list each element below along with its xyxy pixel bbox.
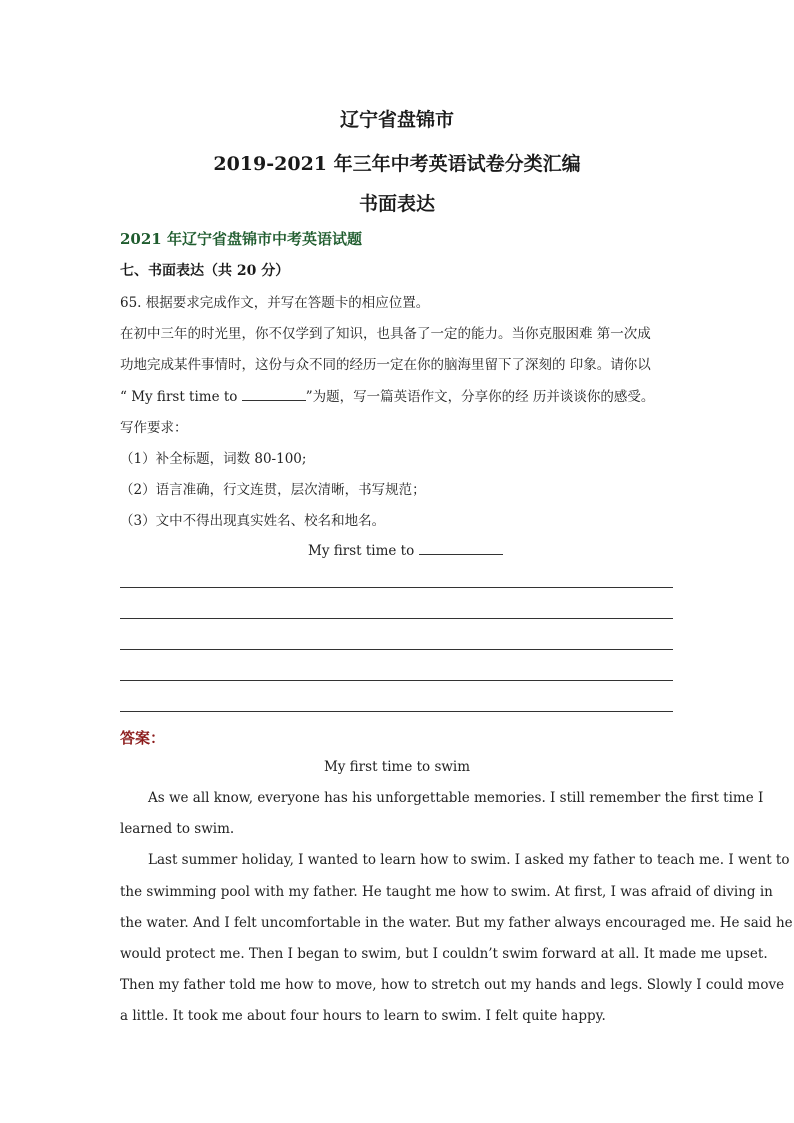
answer-label: 答案： <box>120 729 166 747</box>
writing-line <box>120 649 673 650</box>
answer-line: learned to swim. <box>120 821 235 837</box>
answer-line: the water. And I felt uncomfortable in the water. But my father always encouraged me. He said he <box>120 915 793 931</box>
answer-line: would protect me. Then I began to swim, but I couldn’t swim forward at all. It made me upset. <box>120 946 768 962</box>
writing-line <box>120 711 673 712</box>
answer-line: Last summer holiday, I wanted to learn how to swim. I asked my father to teach me. I went to <box>148 852 790 868</box>
document-title-line3: 书面表达 <box>358 193 435 215</box>
document-title-line2: 2019-2021 年三年中考英语试卷分类汇编 <box>213 153 581 175</box>
section-heading: 2021 年辽宁省盘锦市中考英语试题 <box>120 230 362 248</box>
requirement-item: （1）补全标题，词数 80-100; <box>120 451 307 467</box>
subsection-heading: 七、书面表达（共 20 分） <box>120 263 290 279</box>
essay-title-text: My first time to <box>308 543 415 559</box>
essay-title-blank <box>419 540 503 555</box>
requirements-label: 写作要求： <box>120 420 188 436</box>
writing-line <box>120 680 673 681</box>
answer-line: a little. It took me about four hours to learn to swim. I felt quite happy. <box>120 1008 606 1024</box>
prompt-line3-suffix: ”为题，写一篇英语作文，分享你的经 历并谈谈你的感受。 <box>305 389 655 405</box>
prompt-line3-prefix: “ My first time to <box>120 389 238 405</box>
answer-line: Then my father told me how to move, how to stretch out my hands and legs. Slowly I could move <box>120 977 785 993</box>
question-prompt-line1: 在初中三年的时光里，你不仅学到了知识，也具备了一定的能力。当你克服困难 第一次成 <box>120 326 651 342</box>
essay-title-prompt <box>308 540 503 559</box>
writing-line <box>120 587 673 588</box>
writing-line <box>120 618 673 619</box>
answer-line: the swimming pool with my father. He taught me how to swim. At first, I was afraid of diving in <box>120 884 773 900</box>
document-title-line1: 辽宁省盘锦市 <box>339 109 454 131</box>
question-prompt-line3 <box>120 385 654 405</box>
question-prompt-line2: 功地完成某件事情时，这份与众不同的经历一定在你的脑海里留下了深刻的 印象。请你以 <box>120 357 651 373</box>
answer-title: My first time to swim <box>323 759 471 775</box>
requirement-item: （3）文中不得出现真实姓名、校名和地名。 <box>120 513 386 529</box>
answer-line: As we all know, everyone has his unforgettable memories. I still remember the first time I <box>148 790 764 806</box>
requirement-item: （2）语言准确，行文连贯，层次清晰，书写规范； <box>120 482 426 498</box>
question-instruction: 65. 根据要求完成作文，并写在答题卡的相应位置。 <box>120 295 430 311</box>
title-blank <box>242 386 306 401</box>
